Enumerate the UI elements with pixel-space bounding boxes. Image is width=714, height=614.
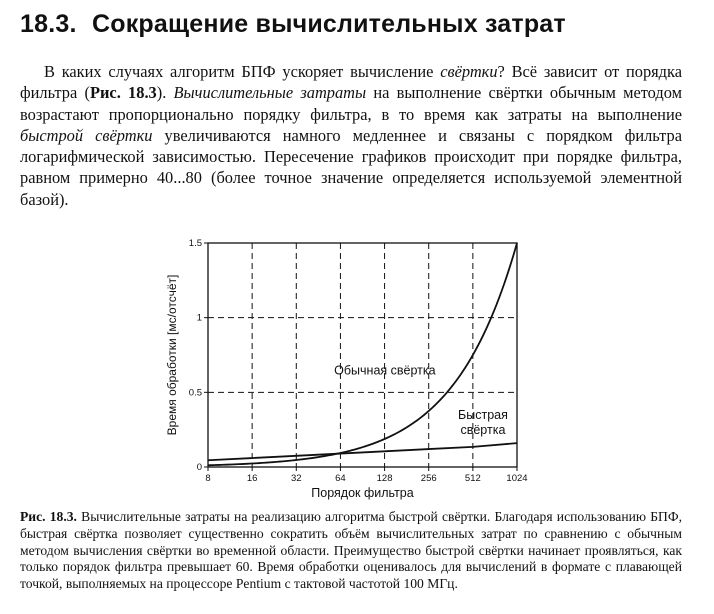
paragraph-text: увеличиваются намного медленнее и связаны с порядком фильтра логарифмической зависимостью. Пересечение графиков происходит при порядке фильтра, равном примерно 40...80 (более точное значение определяется используемой элементной базой).	[20, 125, 682, 209]
series-fast-convolution	[208, 443, 517, 460]
x-tick-label: 32	[290, 473, 302, 484]
x-tick-label: 8	[205, 473, 211, 484]
y-tick-label: 1.5	[188, 238, 202, 249]
caption-text: Вычислительные затраты на реализацию алгоритма быстрой свёртки. Благодаря использованию БПФ, быстрая свёртка позволяет существенно сократить объём вычислительных затрат по сравнению с обычным методом вычисления свёртки во временной области. Преимущество быстрой свёртки начинает проявляться, как только порядок фильтра превышает 60. Время обработки оценивалось для вычислений в формате с плавающей точкой, выполняемых на процессоре Pentium с тактовой частотой 100 МГц.	[20, 509, 683, 592]
term-convolution: свёртки	[440, 62, 498, 81]
paragraph-text: В каких случаях алгоритм БПФ ускоряет вычисление	[44, 62, 441, 81]
term-computational-cost: Вычислительные затраты	[173, 83, 367, 103]
annotation-direct-convolution: Обычная свёртка	[334, 363, 436, 378]
section-title: Сокращение вычислительных затрат	[92, 10, 566, 38]
cost-chart	[160, 230, 540, 505]
figure-caption	[20, 509, 682, 593]
paragraph-text: на выполнение свёртки обычным методом возрастают пропорционально порядку фильтра, в то время как затраты на выполнение	[20, 83, 682, 124]
y-tick-label: 0	[196, 462, 202, 473]
figure-reference: Рис. 18.3	[89, 83, 157, 103]
x-tick-label: 1024	[506, 473, 528, 484]
y-tick-label: 0.5	[188, 387, 202, 399]
x-tick-label: 256	[420, 473, 437, 484]
x-tick-label: 512	[464, 473, 481, 484]
x-tick-label: 16	[246, 473, 258, 484]
section-number: 18.3.	[20, 10, 77, 38]
x-tick-label: 128	[376, 473, 393, 484]
annotation-fast-convolution-line1: Быстрая	[458, 408, 508, 423]
paragraph-text: ? Всё зависит от порядка фильтра (	[20, 62, 683, 103]
body-paragraph	[20, 61, 682, 210]
x-tick-label: 64	[335, 473, 346, 484]
term-fast-convolution: быстрой свёртки	[20, 125, 153, 145]
caption-label: Рис. 18.3.	[20, 509, 77, 524]
y-axis-label: Время обработки [мс/отсчёт]	[165, 274, 179, 436]
y-tick-label: 1	[196, 312, 202, 324]
section-heading	[20, 10, 700, 39]
annotation-fast-convolution-line2: свёртка	[460, 423, 506, 438]
paragraph-text: ).	[156, 83, 174, 103]
x-axis-label: Порядок фильтра	[311, 486, 414, 500]
